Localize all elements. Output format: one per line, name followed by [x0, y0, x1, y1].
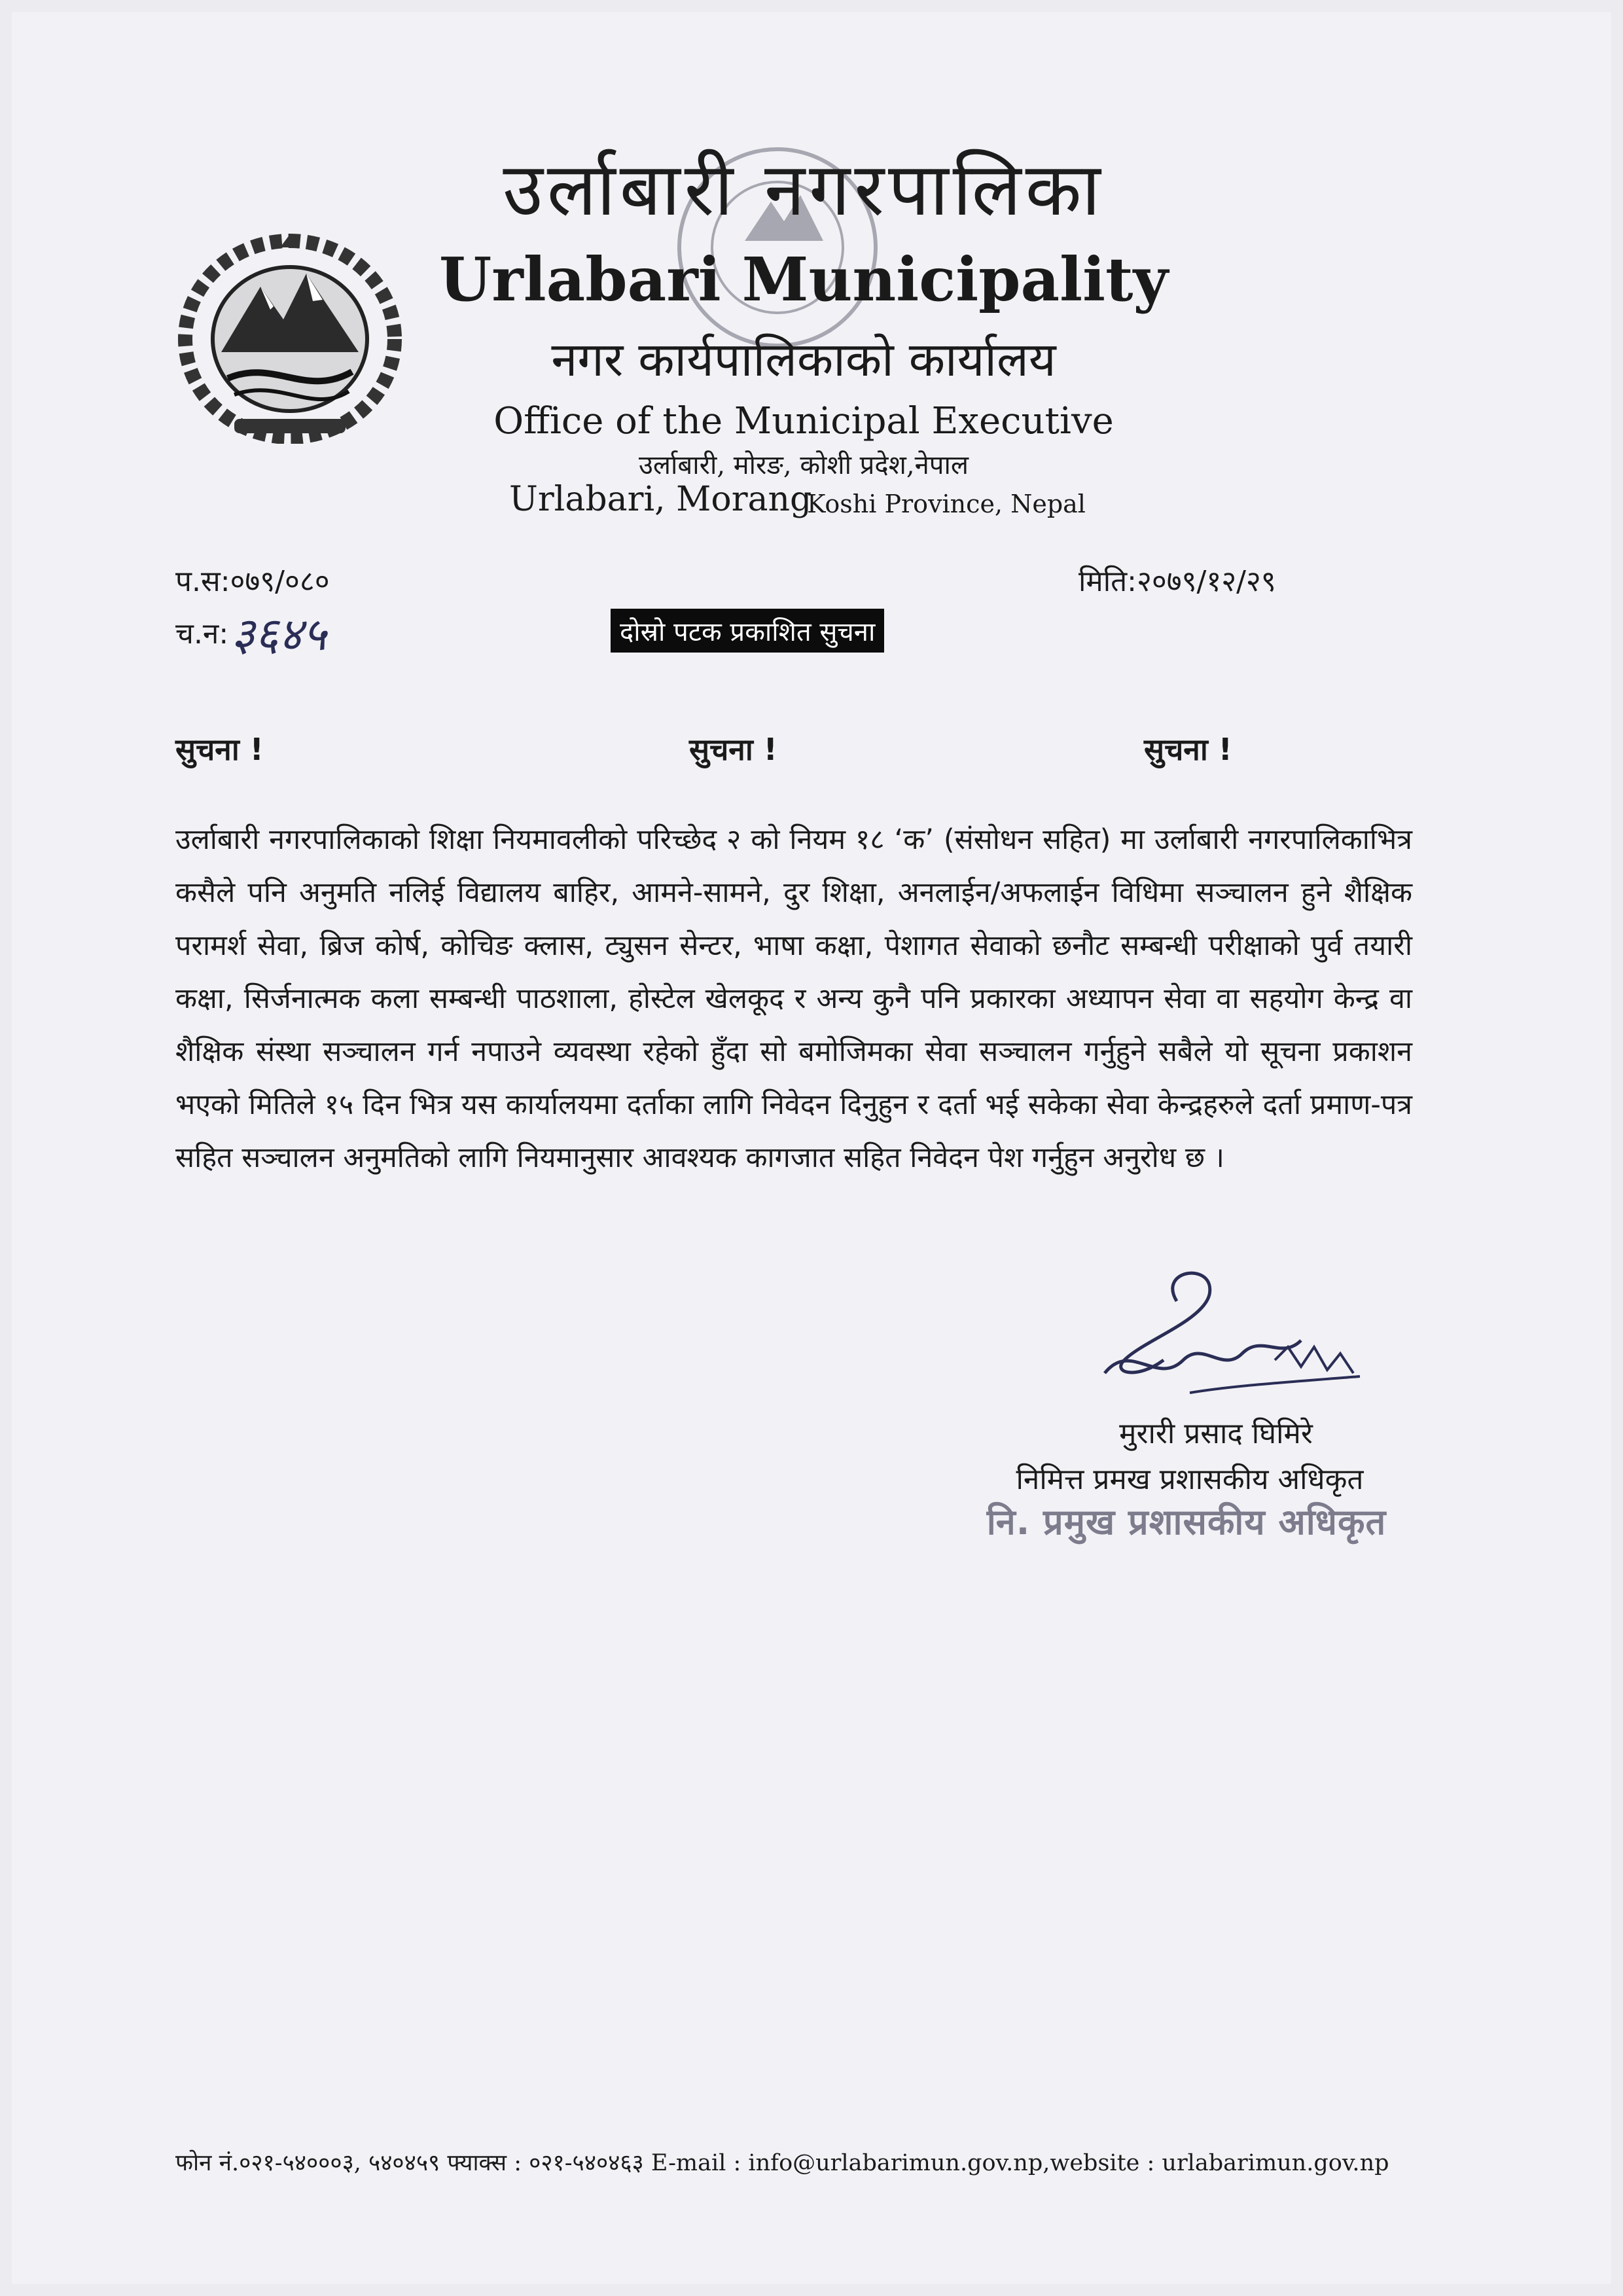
notice-label-right: सुचना !: [1144, 732, 1232, 767]
address-province: Koshi Province, Nepal: [807, 490, 1086, 518]
address-english: Urlabari, Morang: [509, 480, 812, 519]
letter-page: [12, 12, 1611, 2284]
office-english: Office of the Municipal Executive: [493, 400, 1114, 442]
republished-badge: दोस्रो पटक प्रकाशित सुचना: [611, 609, 884, 653]
dispatch-number-handwritten: ३६४५: [231, 607, 327, 661]
date: मिति:२०७९/१२/२९: [1079, 565, 1276, 598]
address-nepali: उर्लाबारी, मोरङ, कोशी प्रदेश,नेपाल: [639, 450, 969, 480]
signature-icon: [1065, 1262, 1393, 1426]
signatory-designation: निमित्त प्रमख प्रशासकीय अधिकृत: [1016, 1463, 1364, 1496]
designation-stamp: नि. प्रमुख प्रशासकीय अधिकृत: [986, 1501, 1387, 1543]
title-english: Urlabari Municipality: [439, 244, 1168, 315]
reference-number: प.स:०७९/०८०: [175, 565, 330, 598]
notice-label-left: सुचना !: [175, 732, 264, 767]
notice-body: उर्लाबारी नगरपालिकाको शिक्षा नियमावलीको परिच्छेद २ को नियम १८ ‘क’ (संसोधन सहित) मा उर्लाबारी नगरपालिकाभित्र कसैले पनि अनुमति नलिई विद्यालय बाहिर, आमने-सामने, दुर शिक्षा, अनलाईन/अफलाईन विधिमा सञ्चालन हुने शैक्षिक परामर्श सेवा, ब्रिज कोर्ष, कोचिङ क्लास, ट्युसन सेन्टर, भाषा कक्षा, पेशागत सेवाको छनौट सम्बन्धी परीक्षाको पुर्व तयारी कक्षा, सिर्जनात्मक कला सम्बन्धी पाठशाला, होस्टेल खेलकूद र अन्य कुनै पनि प्रकारका अध्यापन सेवा वा सहयोग केन्द्र वा शैक्षिक संस्था सञ्चालन गर्न नपाउने व्यवस्था रहेको हुँदा सो बमोजिमका सेवा सञ्चालन गर्नुहुने सबैले यो सूचना प्रकाशन भएको मितिले १५ दिन भित्र यस कार्यालयमा दर्ताका लागि निवेदन दिनुहुन र दर्ता भई सकेका सेवा केन्द्रहरुले दर्ता प्रमाण-पत्र सहित सञ्चालन अनुमतिको लागि नियमानुसार आवश्यक कागजात सहित निवेदन पेश गर्नुहुन अनुरोध छ ।: [175, 823, 1412, 1174]
nepal-emblem-icon: [175, 228, 404, 444]
dispatch-label: च.न:: [175, 617, 229, 651]
signatory-name: मुरारी प्रसाद घिमिरे: [1119, 1417, 1313, 1450]
office-nepali: नगर कार्यपालिकाको कार्यालय: [551, 332, 1056, 387]
notice-label-center: सुचना !: [689, 732, 777, 767]
contact-footer: फोन नं.०२१-५४०००३, ५४०४५९ फ्याक्स : ०२१-५४०४६३ E-mail : info@urlabarimun.gov.np,website : urlabarimun.gov.np: [175, 2150, 1389, 2176]
title-nepali: उर्लाबारी नगरपालिका: [503, 147, 1105, 232]
